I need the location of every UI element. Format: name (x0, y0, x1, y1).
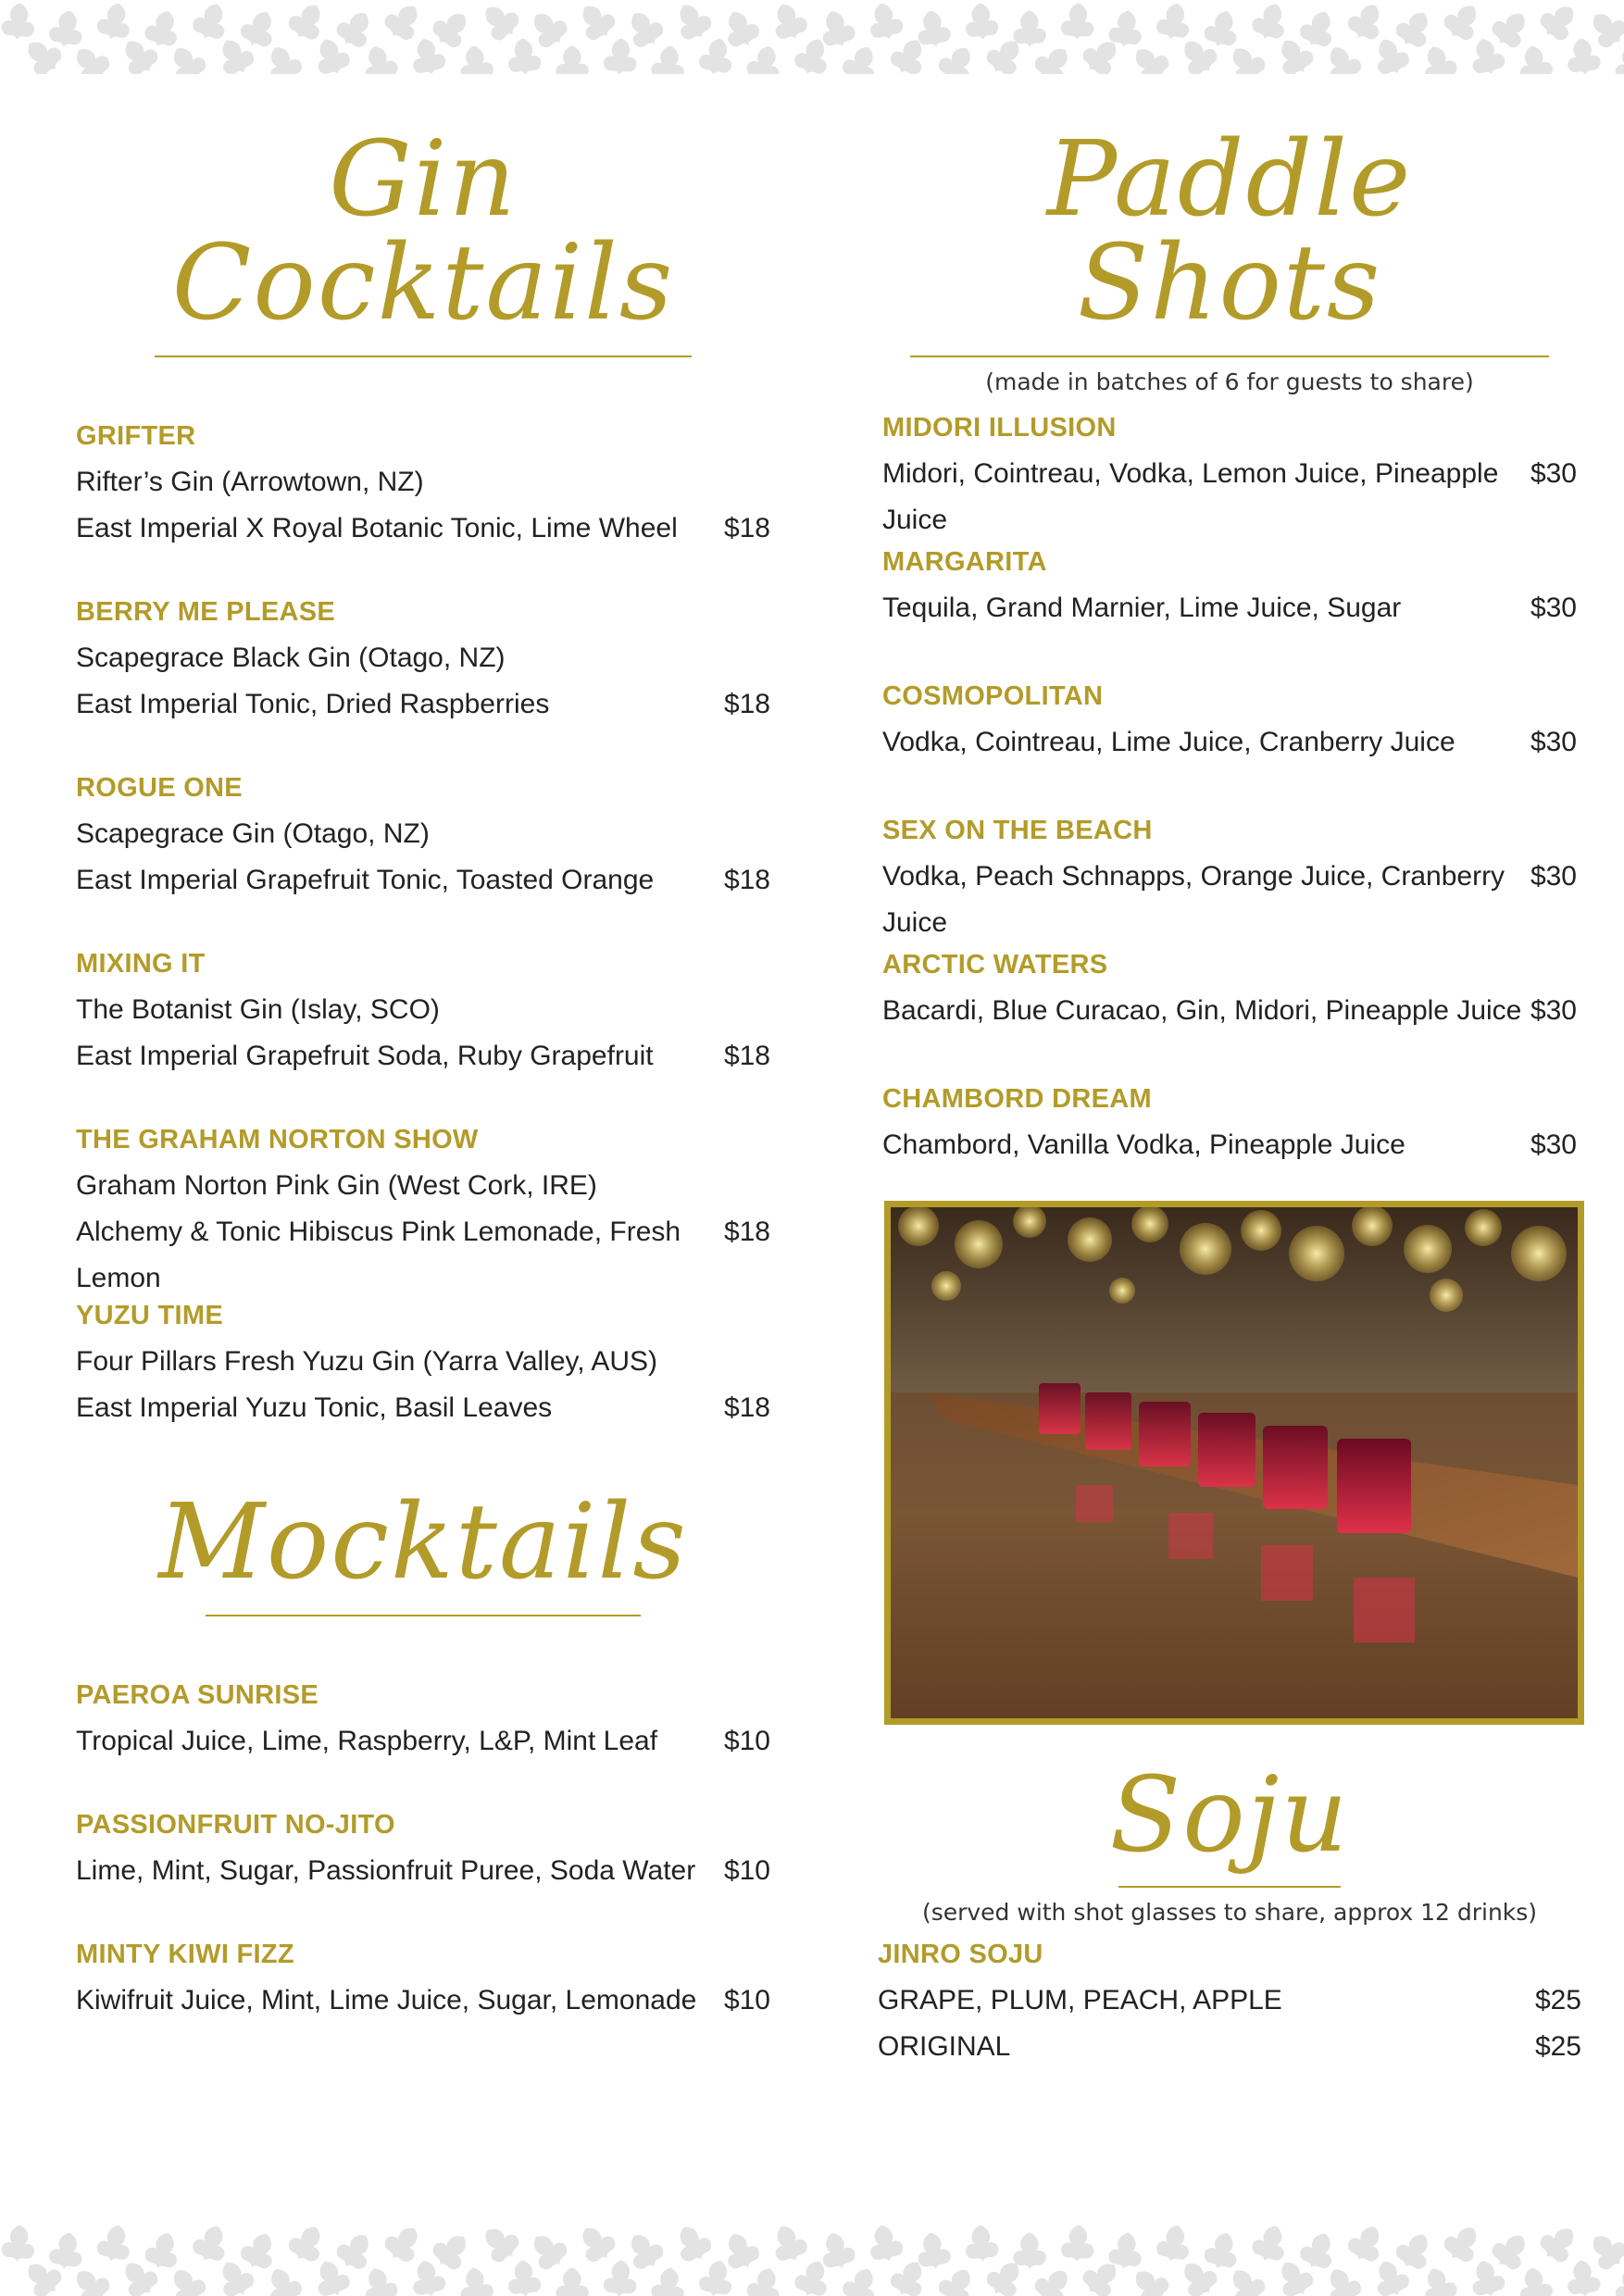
menu-item-description: Vodka, Cointreau, Lime Juice, Cranberry Juice (882, 727, 1455, 757)
menu-item-line (878, 1978, 1581, 2024)
menu-item-price: $18 (723, 1217, 770, 1247)
leaf-icon (1, 2224, 37, 2264)
leaf-icon (1126, 39, 1175, 74)
leaf-icon (142, 2228, 184, 2273)
menu-item (882, 807, 1577, 938)
leaf-icon (1535, 2222, 1584, 2268)
menu-item-price: $30 (1530, 1129, 1577, 1160)
leaf-icon (964, 2, 1000, 42)
leaf-icon (1155, 0, 1193, 43)
soju-subtitle: (served with shot glasses to share, approx 12 drinks) (921, 1899, 1538, 1926)
leaf-icon (839, 41, 883, 74)
menu-item-line (878, 2024, 1581, 2070)
leaf-icon (603, 37, 637, 74)
leaf-icon (189, 2222, 232, 2266)
leaf-icon (380, 2222, 428, 2268)
leaf-icon (1535, 0, 1584, 46)
menu-item-name: GRIFTER (76, 421, 196, 451)
menu-item-name: CHAMBORD DREAM (882, 1084, 1152, 1114)
leaf-icon (380, 0, 428, 46)
menu-item (882, 1076, 1577, 1168)
leaf-pattern-graphic (0, 2222, 1624, 2296)
menu-item-line (882, 988, 1577, 1034)
menu-item-description: East Imperial Grapefruit Soda, Ruby Grapefruit (76, 1041, 654, 1071)
leaf-icon (650, 44, 687, 74)
leaf-icon (1565, 2258, 1602, 2296)
leaf-icon (1418, 2264, 1460, 2296)
leaf-icon (1060, 2, 1094, 40)
leaf-icon (1155, 2222, 1193, 2265)
menu-item-line (76, 857, 770, 904)
menu-item-description: ORIGINAL (878, 2031, 1011, 2062)
leaf-icon (1249, 0, 1292, 44)
menu-item-line (76, 681, 770, 728)
leaf-icon (1418, 42, 1460, 74)
leaf-icon (839, 2263, 883, 2296)
leaf-icon (1516, 2265, 1555, 2296)
menu-item-name: YUZU TIME (76, 1301, 223, 1330)
menu-item-description: The Botanist Gin (Islay, SCO) (76, 994, 440, 1025)
menu-item-price: $25 (1534, 2031, 1581, 2062)
leaf-icon (669, 2222, 716, 2267)
leaf-icon (47, 2230, 85, 2272)
leaf-icon (456, 44, 494, 74)
menu-item-description: Lime, Mint, Sugar, Passionfruit Puree, Soda Water (76, 1855, 696, 1886)
leaf-icon (1060, 2224, 1094, 2262)
menu-item-line (76, 987, 770, 1033)
paddle-shots-title: Paddle Shots (1046, 119, 1413, 343)
menu-item-line (882, 719, 1577, 766)
leaf-icon (556, 2267, 589, 2296)
leaf-icon (47, 8, 85, 50)
bottom-leaf-border (0, 2222, 1624, 2296)
menu-item-line (76, 1978, 770, 2024)
leaf-icon (744, 42, 786, 74)
menu-item-description: Rifter’s Gin (Arrowtown, NZ) (76, 467, 424, 497)
menu-item-name: MINTY KIWI FIZZ (76, 1940, 294, 1969)
menu-item-description: Kiwifruit Juice, Mint, Lime Juice, Sugar, Lemonade (76, 1985, 697, 2015)
leaf-icon (1343, 0, 1390, 45)
leaf-icon (1614, 2266, 1624, 2296)
menu-item-name: JINRO SOJU (878, 1940, 1043, 1969)
leaf-icon (358, 42, 401, 74)
menu-item-line (76, 1163, 770, 1209)
leaf-icon (1439, 0, 1487, 45)
leaf-icon (1202, 6, 1243, 50)
menu-item-line (76, 1385, 770, 1431)
leaf-icon (506, 37, 543, 74)
menu-item-line (76, 1033, 770, 1079)
leaf-icon (1565, 36, 1602, 74)
menu-item-line (882, 1122, 1577, 1168)
leaf-icon (934, 40, 981, 74)
leaf-icon (428, 2226, 477, 2275)
paddle-shots-list (882, 405, 1577, 1168)
menu-item-price: $30 (1530, 727, 1577, 757)
leaf-icon (1614, 44, 1624, 74)
leaf-icon (572, 2222, 620, 2268)
menu-item-price: $10 (723, 1985, 770, 2015)
leaf-icon (1249, 2222, 1292, 2266)
menu-item-description: East Imperial Grapefruit Tonic, Toasted Orange (76, 865, 655, 895)
menu-item-line (76, 1848, 770, 1894)
leaf-icon (1392, 2227, 1439, 2275)
menu-item-line (76, 1718, 770, 1765)
menu-item-line (76, 1209, 770, 1293)
menu-item (76, 1931, 770, 2024)
menu-item-line (882, 451, 1577, 535)
menu-item-name: MIXING IT (76, 949, 206, 979)
menu-item-name: THE GRAHAM NORTON SHOW (76, 1125, 479, 1154)
leaf-icon (650, 2265, 687, 2296)
paddle-title-rule (910, 356, 1549, 357)
leaf-icon (1296, 2227, 1341, 2274)
menu-item (76, 1117, 770, 1293)
menu-item-price: $18 (723, 1392, 770, 1423)
menu-item-price: $10 (723, 1855, 770, 1886)
paddle-shots-subtitle: (made in batches of 6 for guests to share) (985, 368, 1474, 395)
menu-item-name: ROGUE ONE (76, 773, 243, 803)
menu-item (76, 1292, 770, 1431)
leaf-icon (1202, 2228, 1243, 2272)
leaf-icon (767, 0, 810, 44)
leaf-icon (94, 0, 134, 43)
soju-list (878, 1931, 1581, 2070)
menu-item-description: Graham Norton Pink Gin (West Cork, IRE) (76, 1170, 597, 1201)
menu-item (76, 765, 770, 904)
menu-item-price: $30 (1530, 593, 1577, 623)
leaf-icon (1487, 2227, 1535, 2276)
shot-paddle-photo (884, 1201, 1584, 1725)
menu-item-price: $18 (723, 689, 770, 719)
leaf-icon (284, 0, 331, 45)
leaf-icon (1392, 5, 1439, 53)
menu-item-description: Scapegrace Black Gin (Otago, NZ) (76, 643, 506, 673)
top-leaf-border (0, 0, 1624, 74)
menu-item-name: MARGARITA (882, 547, 1047, 577)
leaf-icon (475, 2222, 524, 2268)
menu-item (76, 589, 770, 728)
menu-item-description: Bacardi, Blue Curacao, Gin, Midori, Pineapple Juice (882, 995, 1522, 1026)
menu-item-description: Alchemy & Tonic Hibiscus Pink Lemonade, Fresh Lemon (76, 1217, 681, 1293)
leaf-icon (1, 2, 37, 42)
leaf-icon (475, 0, 524, 46)
leaf-icon (1030, 40, 1078, 74)
menu-item-name: PAEROA SUNRISE (76, 1680, 319, 1710)
menu-item-description: GRAPE, PLUM, PEACH, APPLE (878, 1985, 1282, 2015)
menu-item-description: Vodka, Peach Schnapps, Orange Juice, Cranberry Juice (882, 861, 1505, 938)
leaf-icon (331, 2227, 379, 2276)
leaf-icon (1343, 2222, 1390, 2267)
menu-item (76, 413, 770, 552)
leaf-icon (358, 2264, 401, 2296)
menu-item-line (882, 585, 1577, 631)
leaf-icon (1487, 5, 1535, 54)
menu-item-price: $30 (1530, 458, 1577, 489)
menu-item-name: ARCTIC WATERS (882, 950, 1108, 980)
leaf-pattern-graphic (0, 0, 1624, 74)
mocktails-list (76, 1672, 770, 2024)
shot-paddle-image (891, 1207, 1578, 1718)
menu-item-description: Chambord, Vanilla Vodka, Pineapple Juice (882, 1129, 1405, 1160)
leaf-icon (284, 2222, 331, 2267)
leaf-icon (603, 2259, 637, 2296)
menu-item-name: SEX ON THE BEACH (882, 816, 1153, 845)
leaf-icon (456, 2265, 494, 2296)
menu-item-price: $18 (723, 865, 770, 895)
menu-item (882, 405, 1577, 535)
leaf-icon (1030, 2262, 1078, 2296)
leaf-icon (744, 2264, 786, 2296)
leaf-icon (767, 2222, 810, 2266)
menu-item-name: MIDORI ILLUSION (882, 413, 1117, 443)
leaf-icon (1516, 43, 1555, 74)
leaf-icon (934, 2262, 981, 2296)
menu-item-price: $18 (723, 513, 770, 543)
leaf-icon (572, 0, 620, 46)
leaf-icon (331, 5, 379, 54)
leaf-icon (914, 2230, 952, 2272)
menu-item (882, 942, 1577, 1034)
menu-item-description: Tropical Juice, Lime, Raspberry, L&P, Mint Leaf (76, 1726, 658, 1756)
menu-item-description: Midori, Cointreau, Vodka, Lemon Juice, Pineapple Juice (882, 458, 1499, 535)
soju-title-rule (1118, 1886, 1341, 1888)
menu-item-price: $10 (723, 1726, 770, 1756)
menu-item-line (76, 635, 770, 681)
leaf-icon (1013, 2232, 1046, 2269)
menu-item-price: $25 (1534, 1985, 1581, 2015)
menu-item-description: Four Pillars Fresh Yuzu Gin (Yarra Valley, AUS) (76, 1346, 657, 1377)
leaf-icon (237, 6, 282, 53)
menu-item-name: PASSIONFRUIT NO-JITO (76, 1810, 395, 1840)
menu-item (76, 941, 770, 1079)
leaf-icon (556, 45, 589, 74)
menu-item-name: COSMOPOLITAN (882, 681, 1104, 711)
leaf-icon (1126, 2262, 1175, 2296)
soju-section (878, 1755, 1581, 2070)
leaf-icon (865, 2222, 905, 2265)
menu-item-description: East Imperial Tonic, Dried Raspberries (76, 689, 550, 719)
menu-item (878, 1931, 1581, 2070)
gin-title-rule (155, 356, 692, 357)
menu-item-line (76, 459, 770, 505)
mocktails-title: Mocktails (158, 1482, 688, 1603)
menu-item-line (76, 1339, 770, 1385)
left-column (76, 111, 770, 2024)
menu-item-price: $30 (1530, 861, 1577, 892)
gin-cocktails-title: Gin Cocktails (171, 119, 675, 343)
leaf-icon (1296, 6, 1341, 52)
leaf-icon (428, 4, 477, 53)
leaf-icon (189, 0, 232, 44)
leaf-icon (669, 0, 716, 45)
leaf-icon (506, 2259, 543, 2296)
menu-item-description: East Imperial Yuzu Tonic, Basil Leaves (76, 1392, 553, 1423)
leaf-icon (865, 0, 905, 43)
menu-item-description: East Imperial X Royal Botanic Tonic, Lime Wheel (76, 513, 678, 543)
leaf-icon (1439, 2222, 1487, 2267)
menu-item-price: $30 (1530, 995, 1577, 1026)
right-column (882, 111, 1577, 1168)
leaf-icon (237, 2227, 282, 2275)
menu-item (76, 1802, 770, 1894)
leaf-icon (1013, 10, 1046, 47)
menu-item-line (882, 854, 1577, 938)
menu-item-description: Tequila, Grand Marnier, Lime Juice, Sugar (882, 593, 1402, 623)
menu-item-name: BERRY ME PLEASE (76, 597, 336, 627)
menu-item-line (76, 505, 770, 552)
menu-item (76, 1672, 770, 1765)
menu-item (882, 673, 1577, 766)
menu-item-price: $18 (723, 1041, 770, 1071)
menu-item (882, 539, 1577, 631)
menu-item-line (76, 811, 770, 857)
leaf-icon (142, 6, 184, 51)
soju-title: Soju (1109, 1755, 1350, 1876)
menu-item-description: Scapegrace Gin (Otago, NZ) (76, 818, 430, 849)
mocktails-title-rule (206, 1615, 641, 1616)
leaf-icon (94, 2222, 134, 2265)
leaf-icon (914, 8, 952, 50)
gin-cocktails-list (76, 413, 770, 1431)
leaf-icon (964, 2224, 1000, 2264)
